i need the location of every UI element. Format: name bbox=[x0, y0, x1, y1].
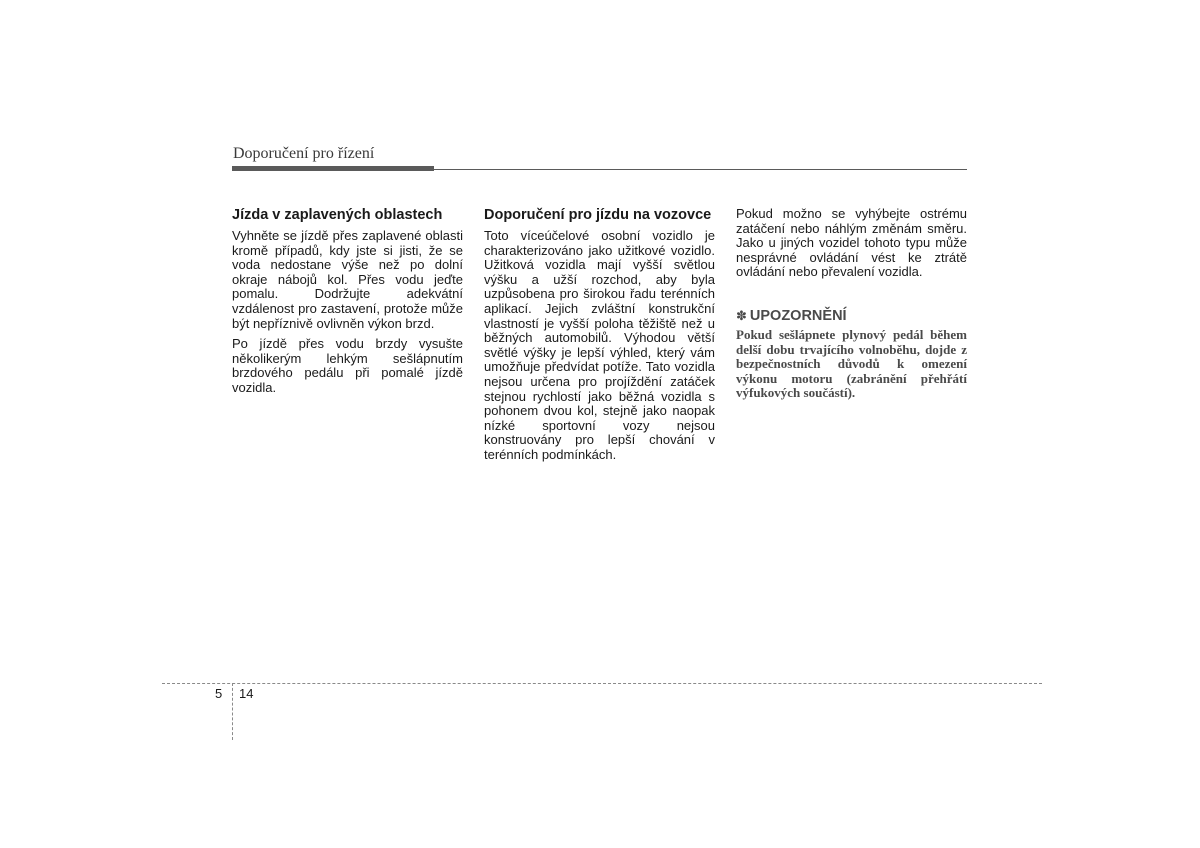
footer-dashed-divider bbox=[232, 683, 233, 740]
warning-star-icon: ✽ bbox=[736, 307, 747, 323]
column-road-driving bbox=[484, 207, 715, 469]
warning-text: Pokud sešlápnete plynový pedál během delší dobu trvajícího volnoběhu, dojde z bezpečnostních důvodů k omezení výkonu motoru (zabránění přehřátí výfukových součástí). bbox=[736, 326, 967, 401]
paragraph: Po jízdě přes vodu brzdy vysušte několikerým lehkým sešlápnutím brzdového pedálu při pomalé jízdě vozidla. bbox=[232, 336, 463, 395]
paragraph: Pokud možno se vyhýbejte ostrému zatáčení nebo náhlým změnám směru. Jako u jiných vozidel tohoto typu může nesprávné ovládání vést ke ztrátě ovládání nebo převalení vozidla. bbox=[736, 206, 967, 280]
paragraph: Vyhněte se jízdě přes zaplavené oblasti kromě případů, kdy jste si jisti, že se voda nedostane výše než po dolní okraje nábojů kol. Přes vodu jeďte pomalu. Dodržujte adekvátní vzdálenost pro zastavení, protože může být nepříznivě ovlivněn výkon brzd. bbox=[232, 228, 463, 331]
footer-dashed-rule bbox=[162, 683, 1042, 684]
paragraph: Toto víceúčelové osobní vozidlo je charakterizováno jako užitkové vozidlo. Užitková vozidla mají vyšší světlou výšku a užší rozchod, aby byla uzpůsobena pro širokou řadu terénních aplikací. Jejich zvláštní konstrukční vlastností je vyšší poloha těžiště než u běžných automobilů. Výhodou větší světlé výšky je lepší výhled, který vám umožňuje předvídat potíže. Tato vozidla nejsou určena pro projíždění zatáček stejnou rychlostí jako běžná vozidla s pohonem dvou kol, stejně jako naopak nízké sportovní vozy nejsou konstruovány pro lepší chování v terénních podmínkách. bbox=[484, 228, 715, 462]
page-header-title: Doporučení pro řízení bbox=[233, 145, 375, 162]
page-number: 14 bbox=[239, 686, 254, 701]
chapter-number: 5 bbox=[215, 686, 223, 701]
column-flooded-areas bbox=[232, 207, 463, 402]
warning-heading bbox=[736, 308, 967, 324]
section-title-road-driving: Doporučení pro jízdu na vozovce bbox=[484, 207, 712, 223]
header-rule bbox=[434, 169, 967, 170]
header-accent-bar bbox=[232, 166, 434, 171]
column-continued bbox=[736, 207, 967, 401]
warning-title: UPOZORNĚNÍ bbox=[749, 307, 847, 324]
section-title-flooded-areas: Jízda v zaplavených oblastech bbox=[232, 207, 443, 223]
